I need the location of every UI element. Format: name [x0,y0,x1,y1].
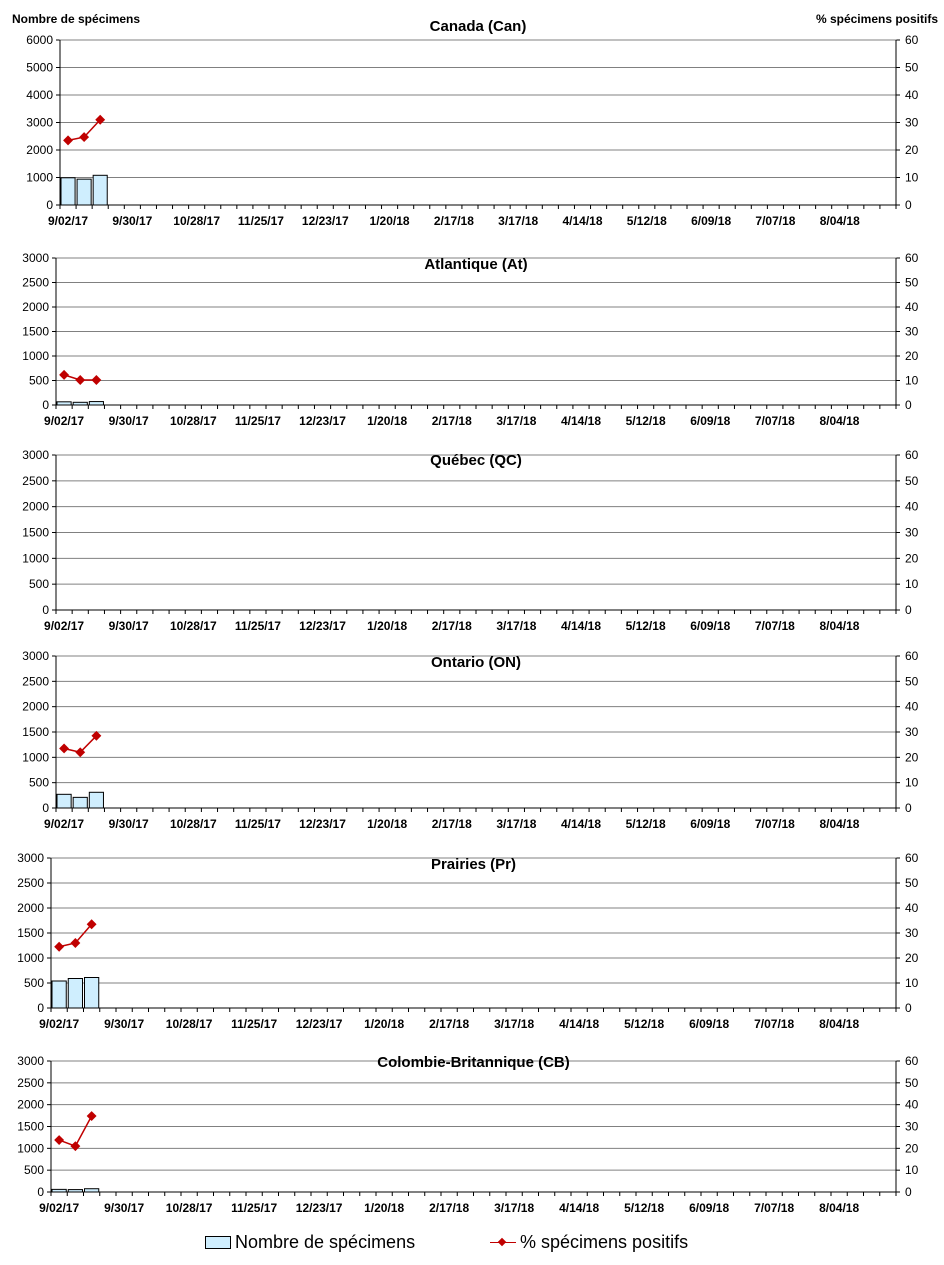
y-right-tick-label: 0 [905,1185,912,1199]
x-tick-label: 10/28/17 [169,817,217,831]
y-right-tick-label: 20 [905,349,919,363]
x-tick-label: 9/30/17 [108,817,149,831]
legend-item-line [490,1232,688,1253]
y-left-tick-label: 3000 [17,851,44,865]
bar [85,978,99,1009]
x-tick-label: 8/04/18 [819,414,860,428]
x-tick-label: 9/02/17 [44,414,85,428]
x-tick-label: 1/20/18 [364,1201,405,1215]
y-right-tick-label: 20 [905,750,919,765]
bar [68,979,82,1009]
x-tick-label: 9/30/17 [104,1017,145,1031]
x-tick-label: 5/12/18 [624,1017,665,1031]
y-right-tick-label: 0 [905,198,912,212]
y-left-tick-label: 500 [28,373,49,388]
x-tick-label: 2/17/18 [431,619,472,633]
y-right-tick-label: 30 [905,1119,919,1134]
x-tick-label: 8/04/18 [819,214,860,228]
y-left-tick-label: 5000 [26,60,53,75]
y-right-tick-label: 50 [905,60,919,75]
y-left-tick-label: 3000 [22,448,49,462]
bar [68,1190,82,1192]
x-tick-label: 7/07/18 [754,1201,795,1215]
x-tick-label: 12/23/17 [299,817,346,831]
y-right-tick-label: 40 [905,300,919,314]
x-tick-label: 4/14/18 [559,1201,600,1215]
x-tick-label: 12/23/17 [295,1201,343,1215]
chart-title: Colombie-Britannique (CB) [377,1054,570,1071]
bar [57,794,71,808]
bar [73,402,87,405]
y-left-tick-label: 1000 [22,750,49,765]
y-right-tick-label: 20 [905,143,919,157]
y-left-tick-label: 1500 [17,926,44,940]
x-tick-label: 12/23/17 [295,1017,343,1031]
x-tick-label: 2/17/18 [429,1017,470,1031]
x-tick-label: 10/28/17 [169,414,217,428]
legend-item-bars [205,1232,415,1253]
y-left-tick-label: 1500 [17,1119,44,1134]
x-tick-label: 4/14/18 [560,817,602,831]
x-tick-label: 1/20/18 [367,619,408,633]
x-tick-label: 7/07/18 [754,817,795,831]
bar [77,179,91,205]
x-tick-label: 4/14/18 [562,214,603,228]
legend-line-label: % spécimens positifs [520,1232,689,1252]
y-left-tick-label: 1000 [22,551,49,566]
line-point [70,1141,80,1151]
y-right-tick-label: 30 [905,324,919,339]
y-left-tick-label: 500 [28,577,49,592]
bar [73,797,87,808]
x-tick-label: 3/17/18 [496,817,537,831]
chart-title: Prairies (Pr) [430,856,517,873]
y-left-tick-label: 1000 [17,951,44,965]
x-tick-label: 4/14/18 [560,414,602,428]
y-left-tick-label: 0 [42,801,49,815]
y-right-tick-label: 20 [905,951,919,965]
y-left-tick-label: 3000 [22,251,49,265]
x-tick-label: 5/12/18 [626,214,667,228]
x-tick-label: 9/30/17 [108,414,149,428]
x-tick-label: 12/23/17 [299,414,346,428]
x-tick-label: 1/20/18 [369,214,410,228]
line-point [59,744,69,754]
y-right-tick-label: 40 [905,499,919,514]
x-tick-label: 2/17/18 [431,414,472,428]
y-right-tick-label: 20 [905,1141,919,1156]
x-tick-label: 10/28/17 [173,214,221,228]
y-right-tick-label: 40 [905,699,919,714]
y-right-tick-label: 10 [905,775,919,790]
x-tick-label: 2/17/18 [431,817,472,831]
x-tick-label: 6/09/18 [691,214,732,228]
x-tick-label: 9/02/17 [39,1201,80,1215]
x-tick-label: 7/07/18 [754,414,795,428]
x-tick-label: 9/02/17 [39,1017,80,1031]
x-tick-label: 5/12/18 [625,619,666,633]
x-tick-label: 1/20/18 [367,414,408,428]
chart-title: Canada (Can) [429,18,527,35]
y-left-tick-label: 3000 [17,1054,44,1068]
y-left-tick-label: 0 [46,198,53,212]
y-right-tick-label: 10 [905,976,919,990]
x-tick-label: 8/04/18 [819,817,860,831]
x-tick-label: 7/07/18 [754,1017,795,1031]
x-tick-label: 11/25/17 [231,1017,278,1031]
y-right-tick-label: 60 [905,33,919,47]
line-point [91,375,101,385]
x-tick-label: 5/12/18 [624,1201,665,1215]
y-right-tick-label: 50 [905,674,919,689]
line-point [54,942,64,952]
y-right-tick-label: 10 [905,577,919,592]
x-tick-label: 11/25/17 [234,414,281,428]
y-left-tick-label: 2500 [22,473,49,488]
x-tick-label: 2/17/18 [429,1201,470,1215]
x-tick-label: 9/02/17 [44,817,85,831]
line-point [54,1135,64,1145]
legend-bar-swatch [205,1236,231,1249]
bar [85,1189,99,1192]
y-right-tick-label: 60 [905,448,919,462]
x-tick-label: 6/09/18 [690,817,731,831]
x-tick-label: 12/23/17 [301,214,349,228]
line-point [87,1111,97,1121]
y-right-tick-label: 40 [905,88,919,102]
legend-bars-label: Nombre de spécimens [235,1232,416,1252]
bar [57,402,71,405]
x-tick-label: 9/30/17 [112,214,153,228]
x-tick-label: 2/17/18 [433,214,474,228]
y-right-tick-label: 50 [905,275,919,290]
x-tick-label: 5/12/18 [625,817,666,831]
y-left-tick-label: 1000 [17,1141,44,1156]
y-left-tick-label: 3000 [26,115,53,130]
y-right-tick-label: 0 [905,801,912,815]
y-left-tick-label: 500 [23,1163,44,1178]
y-right-tick-label: 0 [905,1001,912,1015]
x-tick-label: 7/07/18 [755,214,796,228]
x-tick-label: 8/04/18 [819,1201,860,1215]
line-point [75,375,85,385]
x-tick-label: 8/04/18 [819,1017,860,1031]
x-tick-label: 1/20/18 [367,817,408,831]
right-axis-title: % spécimens positifs [815,12,938,26]
x-tick-label: 9/02/17 [48,214,89,228]
y-right-tick-label: 0 [905,603,912,617]
y-right-tick-label: 30 [905,725,919,739]
y-right-tick-label: 10 [905,170,919,185]
y-left-tick-label: 2000 [26,143,53,157]
x-tick-label: 10/28/17 [165,1201,213,1215]
x-tick-label: 8/04/18 [819,619,860,633]
x-tick-label: 11/25/17 [237,214,284,228]
x-tick-label: 9/30/17 [104,1201,145,1215]
y-left-tick-label: 2000 [22,300,49,314]
y-left-tick-label: 1000 [22,349,49,363]
x-tick-label: 3/17/18 [496,619,537,633]
x-tick-label: 6/09/18 [689,1201,730,1215]
y-right-tick-label: 20 [905,551,919,566]
chart-title: Atlantique (At) [424,256,528,273]
y-left-tick-label: 2000 [17,901,44,915]
y-right-tick-label: 40 [905,1097,919,1112]
y-left-tick-label: 2500 [22,275,49,290]
y-right-tick-label: 0 [905,398,912,412]
y-right-tick-label: 40 [905,901,919,915]
y-left-tick-label: 1500 [22,324,49,339]
x-tick-label: 3/17/18 [494,1017,535,1031]
x-tick-label: 3/17/18 [498,214,539,228]
y-left-tick-label: 2000 [22,699,49,714]
x-tick-label: 4/14/18 [559,1017,600,1031]
y-left-tick-label: 500 [28,775,49,790]
x-tick-label: 12/23/17 [299,619,346,633]
x-tick-label: 1/20/18 [364,1017,405,1031]
x-tick-label: 3/17/18 [496,414,537,428]
legend [0,1232,944,1256]
line-point [63,135,73,145]
bar [52,981,66,1008]
x-tick-label: 9/02/17 [44,619,85,633]
y-left-tick-label: 2000 [17,1097,44,1112]
y-left-tick-label: 2500 [17,876,44,890]
x-tick-label: 10/28/17 [165,1017,213,1031]
x-tick-label: 7/07/18 [754,619,795,633]
x-tick-label: 5/12/18 [625,414,666,428]
y-right-tick-label: 60 [905,851,919,865]
x-tick-label: 4/14/18 [560,619,602,633]
y-left-tick-label: 3000 [22,649,49,663]
y-right-tick-label: 30 [905,926,919,940]
chart-title: Ontario (ON) [431,654,521,671]
x-tick-label: 9/30/17 [108,619,149,633]
x-tick-label: 6/09/18 [690,414,731,428]
y-left-tick-label: 2000 [22,499,49,514]
y-left-tick-label: 0 [42,603,49,617]
y-left-tick-label: 4000 [26,88,53,102]
x-tick-label: 11/25/17 [231,1201,278,1215]
y-right-tick-label: 50 [905,473,919,488]
x-tick-label: 10/28/17 [169,619,217,633]
y-left-tick-label: 0 [37,1001,44,1015]
x-tick-label: 11/25/17 [234,619,281,633]
y-right-tick-label: 50 [905,1075,919,1090]
y-right-tick-label: 10 [905,1163,919,1178]
bar [61,178,75,205]
bar [89,792,103,808]
y-right-tick-label: 50 [905,876,919,890]
y-right-tick-label: 60 [905,1054,919,1068]
y-left-tick-label: 500 [23,976,44,990]
bar [93,175,107,205]
chart-title: Québec (QC) [430,452,522,469]
y-right-tick-label: 10 [905,373,919,388]
bar [89,402,103,405]
y-left-tick-label: 1000 [26,170,53,185]
y-left-tick-label: 0 [42,398,49,412]
y-left-tick-label: 2500 [22,674,49,689]
y-right-tick-label: 60 [905,251,919,265]
y-right-tick-label: 30 [905,115,919,130]
y-right-tick-label: 30 [905,525,919,540]
y-left-tick-label: 6000 [26,33,53,47]
x-tick-label: 6/09/18 [690,619,731,633]
x-tick-label: 3/17/18 [494,1201,535,1215]
y-left-tick-label: 0 [37,1185,44,1199]
bar [52,1189,66,1192]
x-tick-label: 11/25/17 [234,817,281,831]
y-left-tick-label: 2500 [17,1075,44,1090]
y-left-tick-label: 1500 [22,525,49,540]
legend-line-marker-icon [490,1237,516,1249]
y-right-tick-label: 60 [905,649,919,663]
x-tick-label: 6/09/18 [689,1017,730,1031]
line-point [59,370,69,380]
y-left-tick-label: 1500 [22,725,49,739]
left-axis-title: Nombre de spécimens [12,12,141,26]
